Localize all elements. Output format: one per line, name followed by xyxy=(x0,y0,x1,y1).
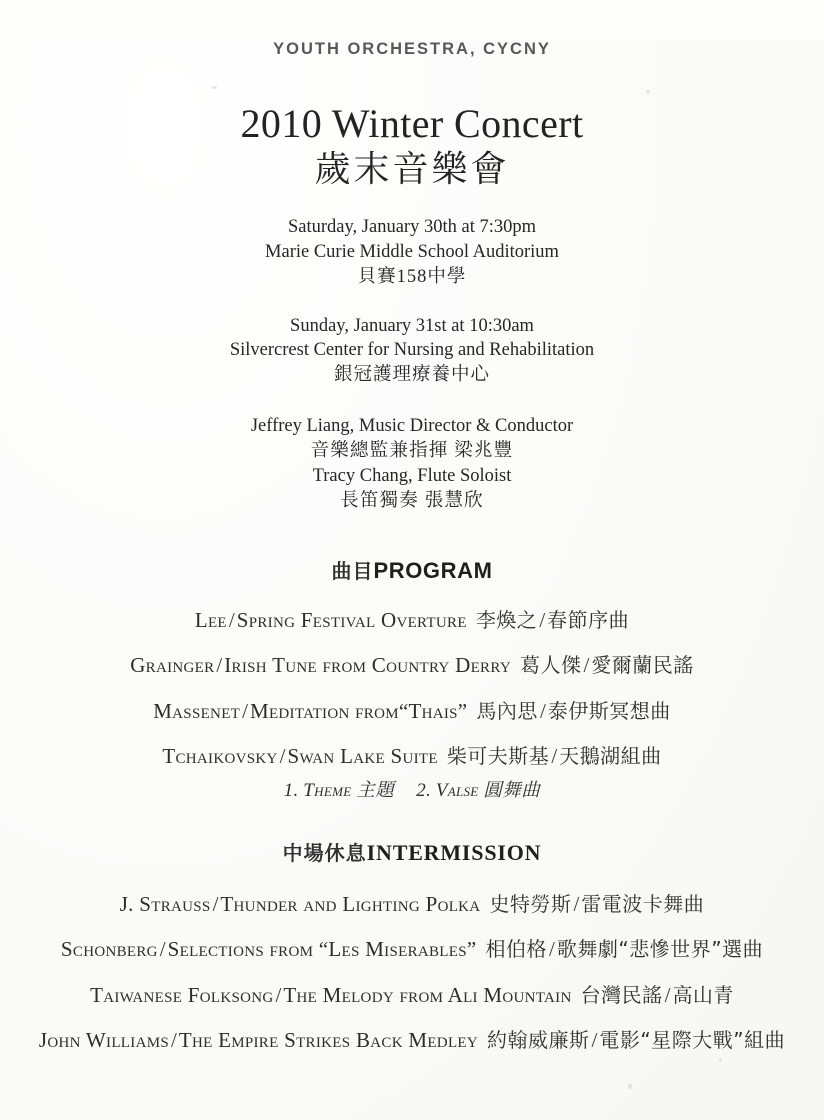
concert-title-block xyxy=(28,103,796,189)
performance-one xyxy=(28,215,796,289)
intermission-heading-latin: INTERMISSION xyxy=(366,839,542,865)
concert-title-english: 2010 Winter Concert xyxy=(240,101,584,146)
separator: / xyxy=(664,982,671,1007)
composer-chinese: 馬內思 xyxy=(476,698,538,723)
separator: / xyxy=(539,607,546,632)
performance-one-datetime: Saturday, January 30th at 7:30pm xyxy=(288,217,536,238)
composer-english: Schonberg xyxy=(60,937,158,962)
intermission-heading xyxy=(28,837,796,866)
work-chinese: 春節序曲 xyxy=(547,607,630,632)
separator: / xyxy=(275,982,282,1007)
movement-number: 2. xyxy=(416,780,432,802)
separator: / xyxy=(551,744,558,769)
conductor-english: Jeffrey Liang, Music Director & Conductor xyxy=(250,416,574,436)
separator: / xyxy=(583,653,590,678)
work-english: Selections from “Les Miserables” xyxy=(167,937,477,962)
program-list-second-half xyxy=(28,892,796,1054)
work-english: Thunder and Lighting Polka xyxy=(220,891,481,916)
separator: / xyxy=(228,607,235,632)
credits-block xyxy=(28,414,796,515)
program-item xyxy=(28,983,796,1009)
work-english: Spring Festival Overture xyxy=(236,607,467,632)
concert-title-chinese: 歲末音樂會 xyxy=(314,149,510,189)
program-item xyxy=(28,653,796,679)
movement-name-english: Theme xyxy=(303,780,352,802)
work-english: Swan Lake Suite xyxy=(287,744,438,769)
separator: / xyxy=(212,891,219,916)
performance-two-venue-english: Silvercrest Center for Nursing and Rehabilitation xyxy=(229,340,595,361)
movement-name-english: Valse xyxy=(435,780,479,802)
performance-two-datetime: Sunday, January 31st at 10:30am xyxy=(290,315,534,336)
composer-english: Grainger xyxy=(130,653,215,678)
separator: / xyxy=(573,891,580,916)
composer-chinese: 史特勞斯 xyxy=(489,891,572,916)
program-item xyxy=(28,937,796,963)
organization-masthead: YOUTH ORCHESTRA, CYCNY xyxy=(273,40,551,58)
composer-chinese: 台灣民謠 xyxy=(580,982,663,1007)
work-chinese: 泰伊斯冥想曲 xyxy=(547,698,671,723)
program-heading xyxy=(28,555,796,584)
composer-chinese: 李煥之 xyxy=(475,607,538,632)
separator: / xyxy=(170,1028,177,1053)
soloist-english: Tracy Chang, Flute Soloist xyxy=(312,466,512,487)
work-english: The Empire Strikes Back Medley xyxy=(178,1028,479,1053)
performance-one-venue-english: Marie Curie Middle School Auditorium xyxy=(265,242,559,263)
program-heading-latin: PROGRAM xyxy=(373,557,493,583)
work-chinese: 雷電波卡舞曲 xyxy=(581,891,705,916)
movement-name-chinese: 圓舞曲 xyxy=(483,780,541,802)
composer-chinese: 約翰威廉斯 xyxy=(487,1028,590,1053)
work-chinese: 高山青 xyxy=(672,982,734,1007)
program-item xyxy=(28,892,796,918)
work-english: Meditation from“Thais” xyxy=(249,698,468,723)
separator: / xyxy=(279,744,286,769)
composer-english: Lee xyxy=(194,607,227,632)
composer-chinese: 葛人傑 xyxy=(519,653,582,678)
composer-english: John Williams xyxy=(38,1028,169,1053)
work-chinese: 愛爾蘭民謠 xyxy=(591,653,694,678)
program-item xyxy=(28,608,796,634)
separator: / xyxy=(216,653,223,678)
movement-list xyxy=(28,779,796,803)
separator: / xyxy=(242,698,248,723)
composer-english: Taiwanese Folksong xyxy=(90,982,274,1007)
program-item xyxy=(28,744,796,802)
performance-two xyxy=(28,314,796,388)
soloist-chinese: 長笛獨奏 張慧欣 xyxy=(340,491,484,512)
movement-number: 1. xyxy=(283,780,299,802)
separator: / xyxy=(591,1028,598,1053)
program-item xyxy=(28,1028,796,1054)
work-chinese: 歌舞劇“悲慘世界”選曲 xyxy=(556,937,764,962)
concert-program-page xyxy=(0,40,824,1120)
movement-name-chinese: 主題 xyxy=(356,780,395,802)
work-chinese: 天鵝湖組曲 xyxy=(559,744,662,769)
composer-chinese: 相伯格 xyxy=(485,937,548,962)
work-chinese: 電影“星際大戰”組曲 xyxy=(599,1028,786,1053)
conductor-chinese: 音樂總監兼指揮 梁兆豐 xyxy=(310,441,514,462)
performance-two-venue-chinese: 銀冠護理療養中心 xyxy=(333,365,490,386)
work-english: The Melody from Ali Mountain xyxy=(283,982,572,1007)
composer-chinese: 柴可夫斯基 xyxy=(446,744,550,769)
separator: / xyxy=(539,698,546,723)
program-list-first-half xyxy=(28,608,796,803)
intermission-heading-chinese: 中場休息 xyxy=(282,840,367,865)
separator: / xyxy=(159,937,166,962)
program-item xyxy=(28,699,796,725)
separator: / xyxy=(549,937,555,962)
composer-english: Tchaikovsky xyxy=(162,744,278,769)
performance-one-venue-chinese: 貝賽158中學 xyxy=(357,266,467,287)
work-english: Irish Tune from Country Derry xyxy=(224,653,511,678)
program-heading-chinese: 曲目 xyxy=(331,558,374,583)
composer-english: Massenet xyxy=(153,698,241,723)
composer-english: J. Strauss xyxy=(119,891,211,916)
